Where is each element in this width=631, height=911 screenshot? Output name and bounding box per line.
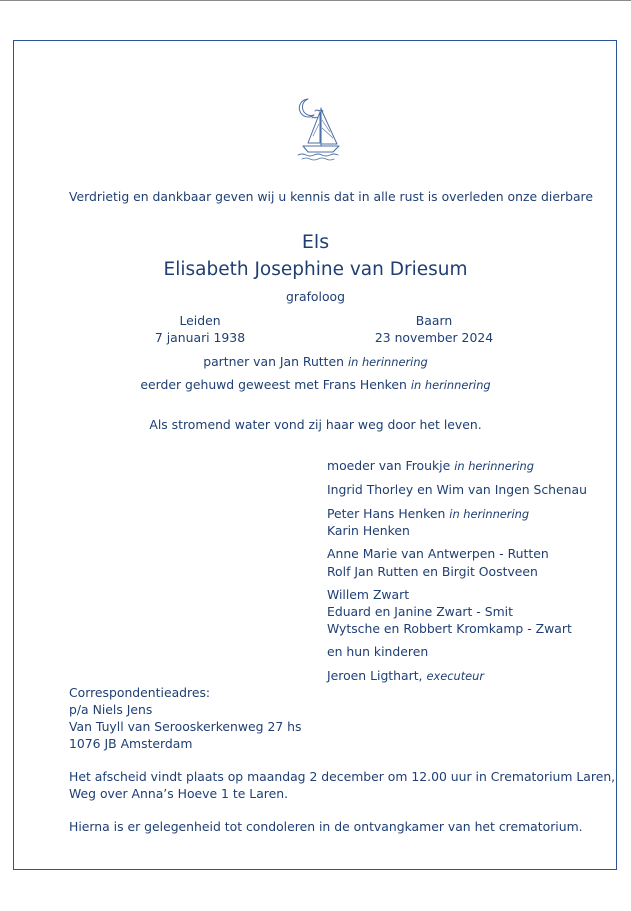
partner-note: in herinnering	[347, 355, 428, 369]
condolence-text: Hierna is er gelegenheid tot condoleren in de ontvangkamer van het crematorium.	[69, 819, 583, 834]
farewell-line1: Het afscheid vindt plaats op maandag 2 december om 12.00 uur in Crematorium Laren,	[69, 769, 616, 784]
relatives-line2: Ingrid Thorley en Wim van Ingen Schenau	[327, 482, 587, 497]
top-divider	[0, 0, 631, 1]
former-spouse-note: in herinnering	[410, 378, 491, 392]
correspondence-heading: Correspondentieadres:	[69, 685, 211, 700]
partner-line	[0, 354, 631, 370]
relatives-line7: Willem Zwart	[327, 587, 410, 602]
farewell-line2: Weg over Anna’s Hoeve 1 te Laren.	[69, 786, 289, 801]
birth-date: 7 januari 1938	[154, 330, 246, 345]
deceased-full-name: Elisabeth Josephine van Driesum	[163, 259, 468, 280]
relatives-line10: en hun kinderen	[327, 644, 429, 659]
relatives-line1: moeder van Froukje	[327, 458, 451, 473]
death-date: 23 november 2024	[374, 330, 494, 345]
former-spouse-text: eerder gehuwd geweest met Frans Henken	[140, 377, 407, 392]
relatives-line3: Peter Hans Henken	[327, 506, 446, 521]
former-spouse-line	[0, 377, 631, 393]
relatives-line5: Anne Marie van Antwerpen - Rutten	[327, 546, 549, 561]
deceased-profession: grafoloog	[286, 289, 345, 304]
correspondence-line3: 1076 JB Amsterdam	[69, 736, 193, 751]
relatives-line	[327, 668, 484, 684]
correspondence-line2: Van Tuyll van Serooskerkenweg 27 hs	[69, 719, 302, 734]
relatives-line8: Eduard en Janine Zwart - Smit	[327, 604, 513, 619]
relatives-line4: Karin Henken	[327, 523, 410, 538]
partner-text: partner van Jan Rutten	[203, 354, 344, 369]
relatives-line3-note: in herinnering	[449, 507, 530, 521]
relatives-line11: Jeroen Ligthart,	[327, 668, 423, 683]
relatives-line	[327, 458, 534, 474]
deceased-nickname: Els	[301, 231, 330, 253]
quote-text: Als stromend water vond zij haar weg door het leven.	[149, 417, 482, 432]
sailboat-moon-icon	[288, 96, 344, 162]
relatives-line	[327, 506, 529, 522]
relatives-line11-note: executeur	[426, 669, 485, 683]
relatives-line9: Wytsche en Robbert Kromkamp - Zwart	[327, 621, 572, 636]
death-place: Baarn	[415, 313, 453, 328]
birth-place: Leiden	[179, 313, 221, 328]
relatives-line6: Rolf Jan Rutten en Birgit Oostveen	[327, 564, 538, 579]
correspondence-line1: p/a Niels Jens	[69, 702, 153, 717]
intro-text: Verdrietig en dankbaar geven wij u kennis dat in alle rust is overleden onze dierbare	[69, 189, 593, 204]
relatives-line1-note: in herinnering	[454, 459, 535, 473]
